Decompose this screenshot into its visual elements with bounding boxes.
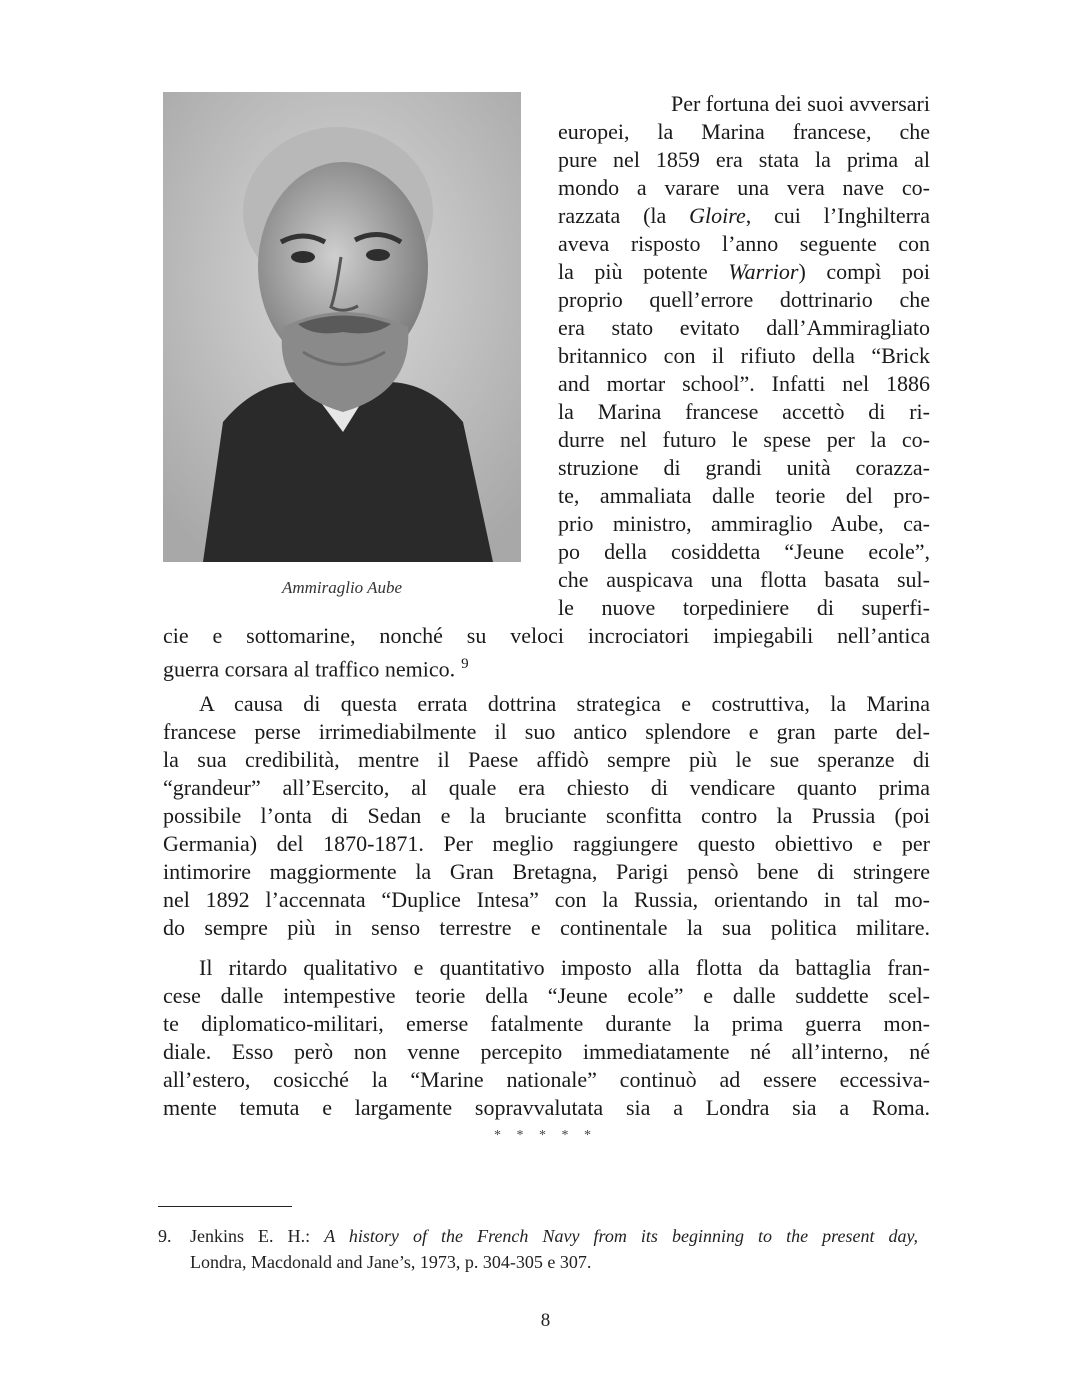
text-line: te, ammaliata dalle teorie del pro- [558,483,930,508]
text-line: cie e sottomarine, nonché su veloci incrociatori impiegabili nell’antica [163,623,930,648]
text-line: nel 1892 l’accennata “Duplice Intesa” con la Russia, orientando in tal mo- [163,887,930,912]
text-line: aveva risposto l’anno seguente con [558,231,930,256]
text-line: la più potente Warrior) compì poi [558,259,930,284]
text-line: proprio quell’errore dottrinario che [558,287,930,312]
text-line: po della cosiddetta “Jeune ecole”, [558,539,930,564]
text-line: che auspicava una flotta basata sul- [558,567,930,592]
text-line: razzata (la Gloire, cui l’Inghilterra [558,203,930,228]
text-line: britannico con il rifiuto della “Brick [558,343,930,368]
text-line: pure nel 1859 era stata la prima al [558,147,930,172]
text-line: durre nel futuro le spese per la co- [558,427,930,452]
text-line: la Marina francese accettò di ri- [558,399,930,424]
text-line: te diplomatico-militari, emerse fatalmente durante la prima guerra mon- [163,1011,930,1036]
footnote-reference: 9 [461,656,469,672]
text-line: prio ministro, ammiraglio Aube, ca- [558,511,930,536]
text-line: “grandeur” all’Esercito, al quale era chiesto di vendicare quanto prima [163,775,930,800]
text-line: A causa di questa errata dottrina strategica e costruttiva, la Marina [199,691,930,716]
text-line: and mortar school”. Infatti nel 1886 [558,371,930,396]
text-line: cese dalle intempestive teorie della “Jeune ecole” e dalle suddette scel- [163,983,930,1008]
footnote-divider [158,1206,292,1207]
text-line: mondo a varare una vera nave co- [558,175,930,200]
text-line: intimorire maggiormente la Gran Bretagna, Parigi pensò bene di stringere [163,859,930,884]
text-line: Il ritardo qualitativo e quantitativo imposto alla flotta da battaglia fran- [199,955,930,980]
text-line: le nuove torpediniere di superfi- [558,595,930,620]
footnote-number: 9. [158,1226,172,1246]
text-line: Per fortuna dei suoi avversari [670,91,930,116]
text-line: all’estero, cosicché la “Marine nationale” continuò ad essere eccessiva- [163,1067,930,1092]
portrait-caption: Ammiraglio Aube [281,578,403,597]
admiral-portrait-image [163,92,521,562]
text-line: francese perse irrimediabilmente il suo antico splendore e gran parte del- [163,719,930,744]
text-line: la sua credibilità, mentre il Paese affidò sempre più le sue speranze di [163,747,930,772]
footnote-line: Jenkins E. H.: A history of the French Navy from its beginning to the present day, [190,1226,919,1246]
page-number: 8 [540,1310,551,1331]
section-separator: * * * * * [494,1128,597,1143]
text-line: mente temuta e largamente sopravvalutata sia a Londra sia a Roma. [163,1095,930,1120]
text-line: diale. Esso però non venne percepito immediatamente né all’interno, né [163,1039,930,1064]
text-line: era stato evitato dall’Ammiragliato [558,315,930,340]
text-line: do sempre più in senso terrestre e continentale la sua politica militare. [163,915,930,940]
text-line: possibile l’onta di Sedan e la bruciante sconfitta contro la Prussia (poi [163,803,930,828]
text-line: europei, la Marina francese, che [558,119,930,144]
text-line: Germania) del 1870-1871. Per meglio raggiungere questo obiettivo e per [163,831,930,856]
footnote-line: Londra, Macdonald and Jane’s, 1973, p. 304-305 e 307. [190,1252,592,1272]
text-line: struzione di grandi unità corazza- [558,455,930,480]
text-line: guerra corsara al traffico nemico. $^9$ [163,656,469,682]
